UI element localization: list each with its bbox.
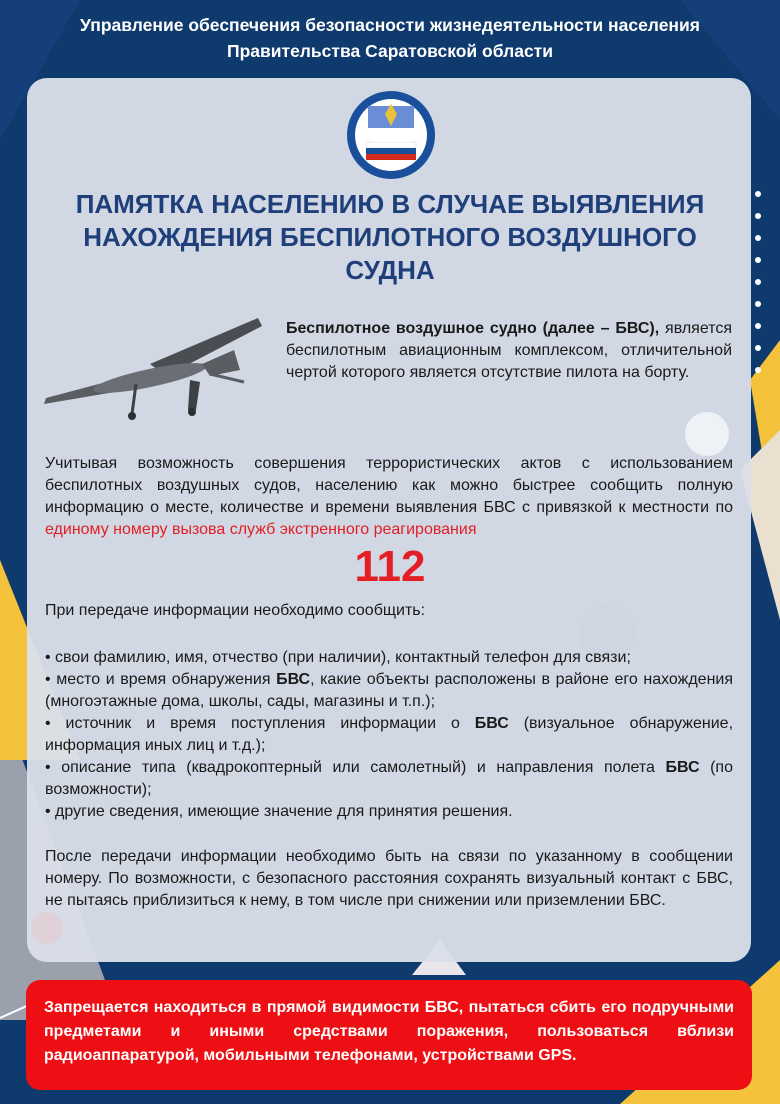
list-item: • другие сведения, имеющие значение для принятия решения. [45, 801, 733, 823]
emergency-label: единому номеру вызова служб экстренного реагирования [45, 521, 477, 538]
info-text: Учитывая возможность совершения террористических актов с использованием беспилотных воздушных судов, населению как можно быстрее сообщить полную информацию о месте, количестве и времени выявления БВС с привязкой к местности по [45, 455, 733, 516]
list-item: • описание типа (квадрокоптерный или самолетный) и направления полета БВС (по возможности); [45, 757, 733, 801]
header-line-2: Правительства Саратовской области [226, 41, 554, 61]
after-report-paragraph: После передачи информации необходимо быть на связи по указанному в сообщении номеру. По возможности, с безопасного расстояния сохранять визуальный контакт с БВС, не пытаясь приблизиться к нему, в том числе при снижении или приземлении БВС. [45, 848, 733, 909]
page-title: ПАМЯТКА НАСЕЛЕНИЮ В СЛУЧАЕ ВЫЯВЛЕНИЯ НАХОЖДЕНИЯ БЕСПИЛОТНОГО ВОЗДУШНОГО СУДНА [75, 189, 705, 285]
intro-body: является беспилотным авиационным комплексом, отличительной чертой которого является отсутствие пилота на борту. [286, 320, 733, 381]
report-heading: При передаче информации необходимо сообщить: [45, 602, 426, 619]
intro-text [286, 318, 732, 384]
header [0, 12, 780, 64]
list-item: • место и время обнаружения БВС, какие объекты расположены в районе его нахождения (многоэтажные дома, школы, сады, магазины и т.п.); [45, 669, 733, 713]
intro-bold: Беспилотное воздушное судно (далее – БВС), [286, 320, 660, 337]
info-paragraph [45, 453, 733, 541]
list-item: • свои фамилию, имя, отчество (при наличии), контактный телефон для связи; [45, 647, 733, 669]
list-item: • источник и время поступления информации о БВС (визуальное обнаружение, информация иных лиц и т.д.); [45, 713, 733, 757]
emblem-logo [346, 90, 436, 180]
emergency-number: 112 [354, 542, 426, 591]
report-list [45, 647, 733, 823]
drone-illustration [40, 312, 272, 430]
warning-banner [26, 980, 752, 1090]
warning-text: Запрещается находиться в прямой видимости БВС, пытаться сбить его подручными предметами и иными средствами поражения, пользоваться вблизи радиоаппаратурой, мобильными телефонами, устройствами GPS. [44, 999, 734, 1064]
header-line-1: Управление обеспечения безопасности жизнедеятельности населения [80, 15, 700, 35]
